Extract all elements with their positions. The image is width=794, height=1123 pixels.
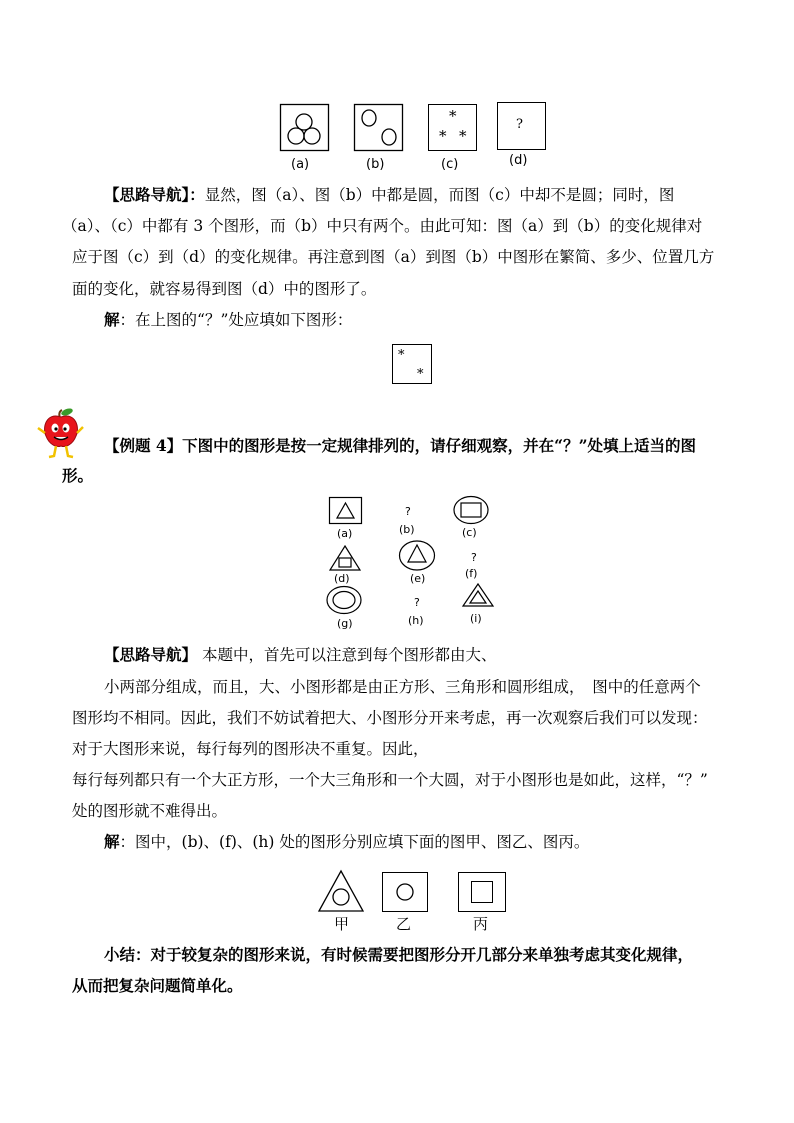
figure-1-label-a: (a) bbox=[291, 157, 310, 172]
hint-2-line-5: 每行每列都只有一个大正方形，一个大三角形和一个大圆，对于小图形也是如此，这样，“？” bbox=[72, 771, 708, 789]
solution-1-answer-box bbox=[392, 344, 432, 384]
hint-1-line-3: 应于图（c）到（d）的变化规律。再注意到图（a）到图（b）中图形在繁简、多少、位置几方 bbox=[72, 248, 715, 266]
hint-2-line-4: 对于大图形来说，每行每列的图形决不重复。因此， bbox=[72, 740, 429, 758]
figure-2-cell-f-question: ? bbox=[471, 551, 477, 564]
hint-2-line-2: 小两部分组成，而且，大、小图形都是由正方形、三角形和圆形组成， 图中的任意两个 bbox=[104, 678, 701, 696]
figure-2-label-c: (c) bbox=[462, 526, 477, 539]
figure-2-cell-h-question: ? bbox=[414, 596, 420, 609]
apple-mascot-icon bbox=[36, 406, 86, 460]
figure-2-label-d: (d) bbox=[334, 572, 350, 585]
figure-2-cell-c bbox=[453, 495, 489, 525]
figure-2-label-e: (e) bbox=[410, 572, 426, 585]
figure-3-label-yi: 乙 bbox=[396, 915, 412, 933]
star-icon: * bbox=[449, 107, 457, 125]
figure-1-panel-a bbox=[280, 104, 330, 152]
star-icon: * bbox=[439, 127, 447, 145]
figure-2-cell-a bbox=[329, 497, 363, 525]
star-icon: * bbox=[417, 367, 424, 382]
solution-1-prefix: 解 bbox=[104, 310, 120, 329]
hint-1-line-1 bbox=[104, 181, 674, 209]
figure-2-label-f: (f) bbox=[465, 567, 478, 580]
hint-2-line-1 bbox=[104, 641, 496, 669]
hint-1-title: 【思路导航】： bbox=[104, 185, 205, 204]
figure-3-jia-shape bbox=[318, 870, 364, 912]
hint-2-line-6: 处的图形就不难得出。 bbox=[72, 802, 228, 820]
hint-2-text: 本题中，首先可以注意到每个图形都由大、 bbox=[201, 646, 497, 664]
figure-2-label-b: (b) bbox=[399, 523, 415, 536]
figure-1-panel-b bbox=[354, 104, 404, 152]
solution-1-line bbox=[104, 306, 352, 334]
question-mark: ? bbox=[516, 117, 523, 132]
hint-2-title: 【思路导航】 bbox=[104, 645, 198, 664]
solution-1-text: ：在上图的“？”处应填如下图形： bbox=[119, 311, 353, 329]
solution-2-text: ：图中，(b)、(f)、(h) 处的图形分别应填下面的图甲、图乙、图丙。 bbox=[119, 833, 590, 851]
figure-3-label-jia: 甲 bbox=[334, 915, 350, 933]
hint-1-line-4: 面的变化，就容易得到图（d）中的图形了。 bbox=[72, 280, 377, 298]
figure-1-panel-d bbox=[497, 102, 546, 150]
figure-2-label-a: (a) bbox=[337, 527, 353, 540]
hint-1-line-2: （a）、（c）中都有 3 个图形，而（b）中只有两个。由此可知：图（a）到（b）的变化规律对 bbox=[62, 217, 703, 235]
figure-1-label-c: (c) bbox=[441, 157, 459, 172]
star-icon: * bbox=[398, 348, 405, 363]
solution-2-line bbox=[104, 828, 589, 856]
summary-line-2: 从而把复杂问题简单化。 bbox=[72, 976, 243, 995]
example-4-title: 【例题 4】下图中的图形是按一定规律排列的，请仔细观察，并在“？”处填上适当的图 bbox=[104, 436, 697, 455]
figure-2-cell-b-question: ? bbox=[405, 505, 411, 518]
figure-3-bing-inner-square bbox=[471, 881, 493, 903]
figure-2-label-i: (i) bbox=[470, 612, 482, 625]
solution-2-prefix: 解 bbox=[104, 832, 120, 851]
summary-line-1: 小结：对于较复杂的图形来说，有时候需要把图形分开几部分来单独考虑其变化规律， bbox=[104, 945, 694, 964]
figure-1-panel-c bbox=[428, 104, 477, 151]
star-icon: * bbox=[459, 127, 467, 145]
figure-3-bing-shape bbox=[458, 872, 506, 912]
figure-1-label-b: (b) bbox=[366, 157, 385, 172]
hint-1-text: 显然，图（a）、图（b）中都是圆，而图（c）中却不是圆；同时，图 bbox=[204, 186, 675, 204]
figure-2-cell-i bbox=[462, 583, 494, 607]
figure-2-cell-g bbox=[326, 585, 362, 615]
figure-3-label-bing: 丙 bbox=[473, 915, 489, 933]
example-4-title-cont: 形。 bbox=[62, 466, 94, 485]
figure-2-cell-d bbox=[329, 545, 361, 571]
figure-3-yi-shape bbox=[382, 872, 428, 912]
hint-2-line-3: 图形均不相同。因此，我们不妨试着把大、小图形分开来考虑，再一次观察后我们可以发现： bbox=[72, 709, 708, 727]
figure-2-label-h: (h) bbox=[408, 614, 424, 627]
figure-1-label-d: (d) bbox=[509, 153, 528, 168]
figure-2-cell-e bbox=[398, 540, 436, 572]
figure-2-label-g: (g) bbox=[337, 617, 353, 630]
